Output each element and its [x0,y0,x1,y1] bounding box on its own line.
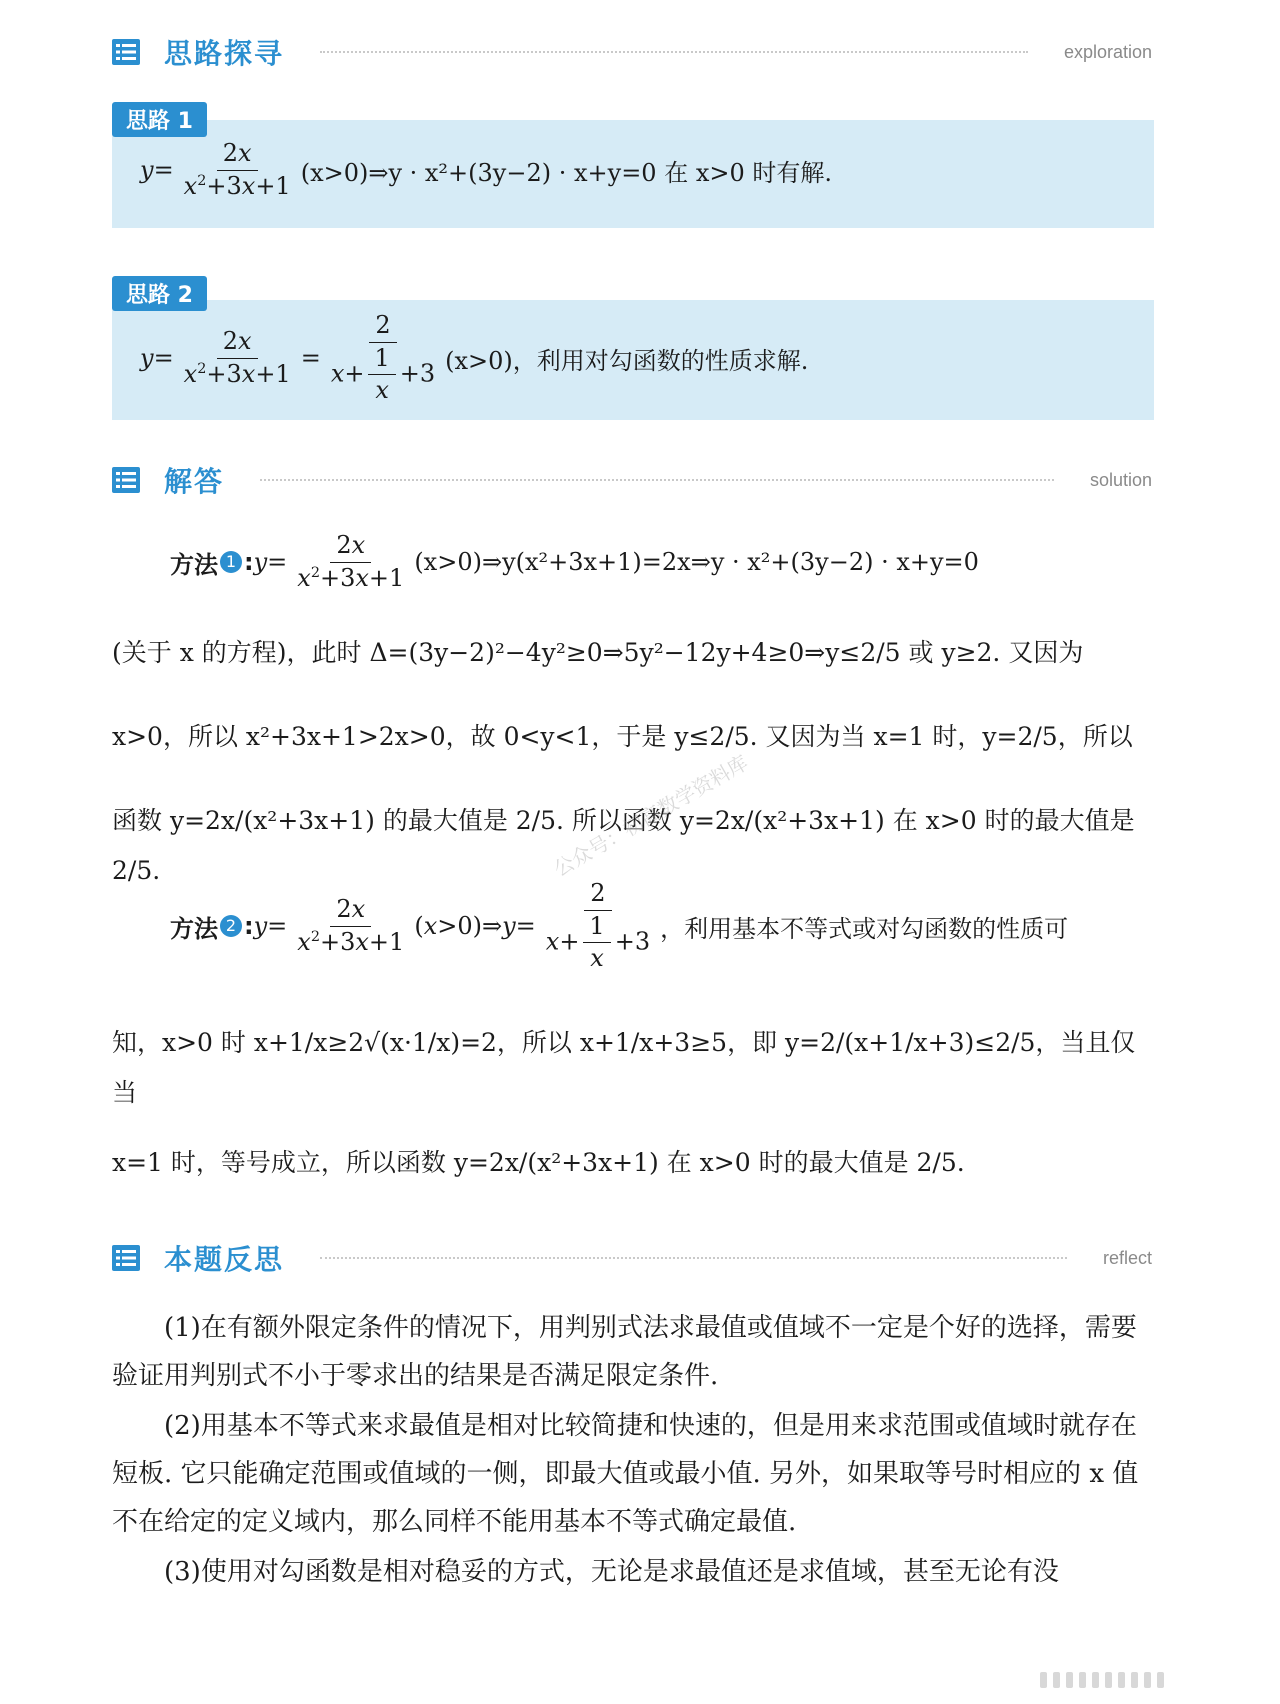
section-title: 解答 [164,465,225,498]
section-tag: reflect [1102,1247,1152,1268]
method1-line1: 方法 1 : y = $\frac{2x}{x^2+3x+1}$ (x>0)⇒y(x²+3x+1)=2x⇒y · x²+(3y−2) · x+y=0 [170,531,979,592]
reflection-2: (2)用基本不等式来求最值是相对比较简捷和快速的，但是用来求范围或值域时就存在短板. 它只能确定范围或值域的一侧，即最大值或最小值. 另外，如果取等号时相应的 x 值不在给定的定义域内，那么同样不能用基本不等式确定最值. [112,1411,1139,1537]
idea1-text: (x>0)⇒y · x²+(3y−2) · x+y=0 在 x>0 时有解. [300,158,832,187]
method1-text-1: (x>0)⇒y(x²+3x+1)=2x⇒y · x²+(3y−2) · x+y=0 [414,548,979,577]
method1-number: 1 [220,551,242,573]
page-edge-marks [1040,1672,1164,1688]
method2-line2: 知，x>0 时 x+1/x≥2√(x·1/x)=2，所以 x+1/x+3≥5，即 y=2/(x+1/x+3)≤2/5，当且仅当 [112,1028,1136,1107]
method2-text-1: ，利用基本不等式或对勾函数的性质可 [660,914,1069,943]
method2-number: 2 [220,915,242,937]
method2-line3: x=1 时，等号成立，所以函数 y=2x/(x²+3x+1) 在 x>0 时的最大值是 2/5. [112,1148,965,1177]
divider [320,1257,1067,1259]
method1-label: 方法 [170,550,218,579]
method1-line3: x>0，所以 x²+3x+1>2x>0，故 0<y<1，于是 y≤2/5. 又因为当 x=1 时，y=2/5，所以 [112,722,1133,751]
reflection-1: (1)在有额外限定条件的情况下，用判别式法求最值或值域不一定是个好的选择，需要验证用判别式不小于零求出的结果是否满足限定条件. [112,1313,1137,1391]
method1-line4: 函数 y=2x/(x²+3x+1) 的最大值是 2/5. 所以函数 y=2x/(x²+3x+1) 在 x>0 时的最大值是 2/5. [112,806,1135,885]
section-header-reflect [112,1236,1152,1280]
reflection-3: (3)使用对勾函数是相对稳妥的方式，无论是求最值还是求值域，甚至无论有没 [164,1557,1059,1587]
idea2-label: 思路 2 [112,276,207,311]
idea2-text: (x>0)，利用对勾函数的性质求解. [445,346,809,375]
fraction: 2 x+ $\frac{1}{x}$ +3 [545,879,651,973]
divider [320,51,1028,53]
idea1-formula: y = $\frac{2x}{x^2+3x+1}$ (x>0)⇒y · x²+(3y−2) · x+y=0 在 x>0 时有解. [140,139,832,200]
idea2-formula: y = $\frac{2x}{x^2+3x+1}$ = 2 x+ $\frac{1}{x}$ +3 (x>0)，利用对勾函数的性质求解. [140,311,809,405]
section-tag: exploration [1063,41,1152,62]
section-title: 本题反思 [164,1243,285,1276]
fraction: $\frac{2x}{x^2+3x+1}$ [183,327,291,388]
idea1-label: 思路 1 [112,102,207,137]
list-icon [112,1245,140,1271]
section-header-solution [112,458,1152,502]
method1-line2: (关于 x 的方程)，此时 Δ=(3y−2)²−4y²≥0⇒5y²−12y+4≥0⇒y≤2/5 或 y≥2. 又因为 [112,638,1084,667]
method2-label: 方法 [170,914,218,943]
divider [260,479,1054,481]
fraction: 2 x+ $\frac{1}{x}$ +3 [330,311,436,405]
list-icon [112,39,140,65]
section-title: 思路探寻 [164,37,285,70]
watermark: 公众号：初高数学资料库 [549,750,753,882]
fraction: $\frac{2x}{x^2+3x+1}$ [183,139,291,200]
fraction: $\frac{2x}{x^2+3x+1}$ [297,895,405,956]
list-icon [112,467,140,493]
fraction: $\frac{2x}{x^2+3x+1}$ [297,531,405,592]
section-header-exploration [112,30,1152,74]
method2-line1: 方法 2 : y = $\frac{2x}{x^2+3x+1}$ ( x >0)⇒ y = 2 x+ $\frac{1}{x}$ +3 ，利用基本不等式或对勾函数的性质可 [170,879,1069,973]
section-tag: solution [1089,469,1152,490]
